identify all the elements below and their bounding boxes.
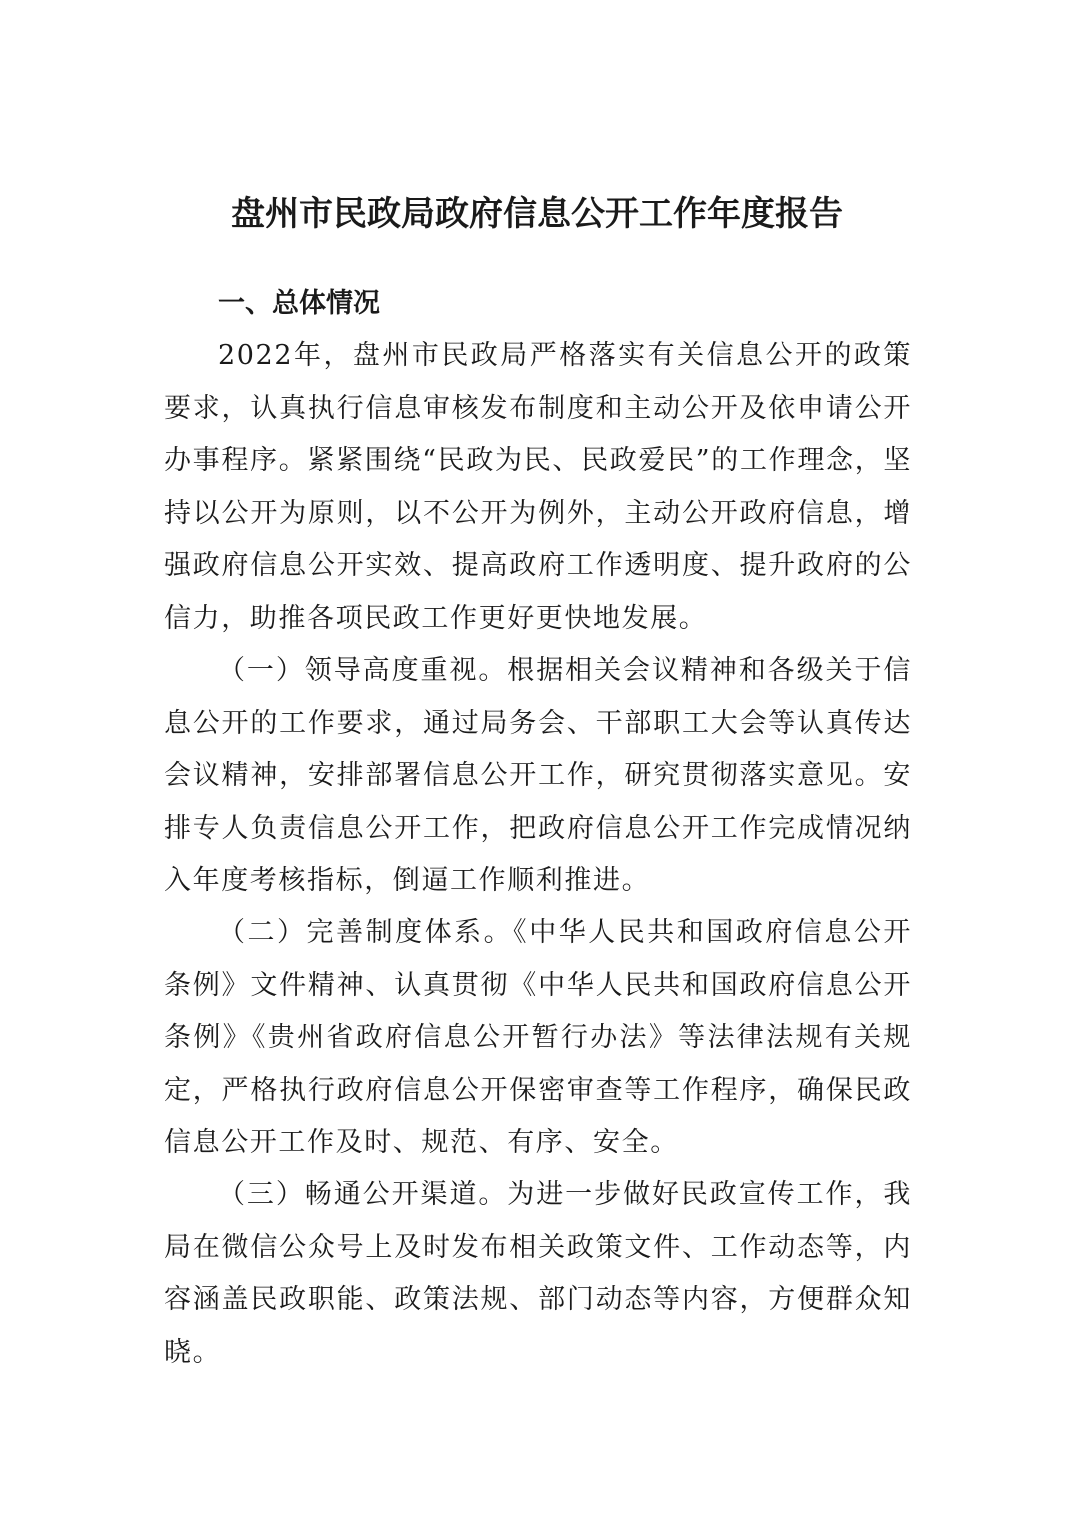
document-title: 盘州市民政局政府信息公开工作年度报告 <box>231 194 843 234</box>
paragraph-overview: 2022年，盘州市民政局严格落实有关信息公开的政策要求，认真执行信息审核发布制度和主动公开及依申请公开办事程序。紧紧围绕“民政为民、民政爱民”的工作理念，坚持以公开为原则，以不公开为例外，主动公开政府信息，增强政府信息公开实效、提高政府工作透明度、提升政府的公信力，助推各项民政工作更好更快地发展。 <box>164 340 912 634</box>
paragraph-system: （二）完善制度体系。《中华人民共和国政府信息公开条例》文件精神、认真贯彻《中华人民共和国政府信息公开条例》《贵州省政府信息公开暂行办法》等法律法规有关规定，严格执行政府信息公开保密审查等工作程序，确保民政信息公开工作及时、规范、有序、安全。 <box>164 917 912 1158</box>
paragraph-leadership: （一）领导高度重视。根据相关会议精神和各级关于信息公开的工作要求，通过局务会、干部职工大会等认真传达会议精神，安排部署信息公开工作，研究贯彻落实意见。安排专人负责信息公开工作，把政府信息公开工作完成情况纳入年度考核指标，倒逼工作顺利推进。 <box>164 655 912 896</box>
paragraph-channels: （三）畅通公开渠道。为进一步做好民政宣传工作，我局在微信公众号上及时发布相关政策文件、工作动态等，内容涵盖民政职能、政策法规、部门动态等内容，方便群众知晓。 <box>164 1179 912 1368</box>
section-heading: 一、总体情况 <box>218 288 380 319</box>
